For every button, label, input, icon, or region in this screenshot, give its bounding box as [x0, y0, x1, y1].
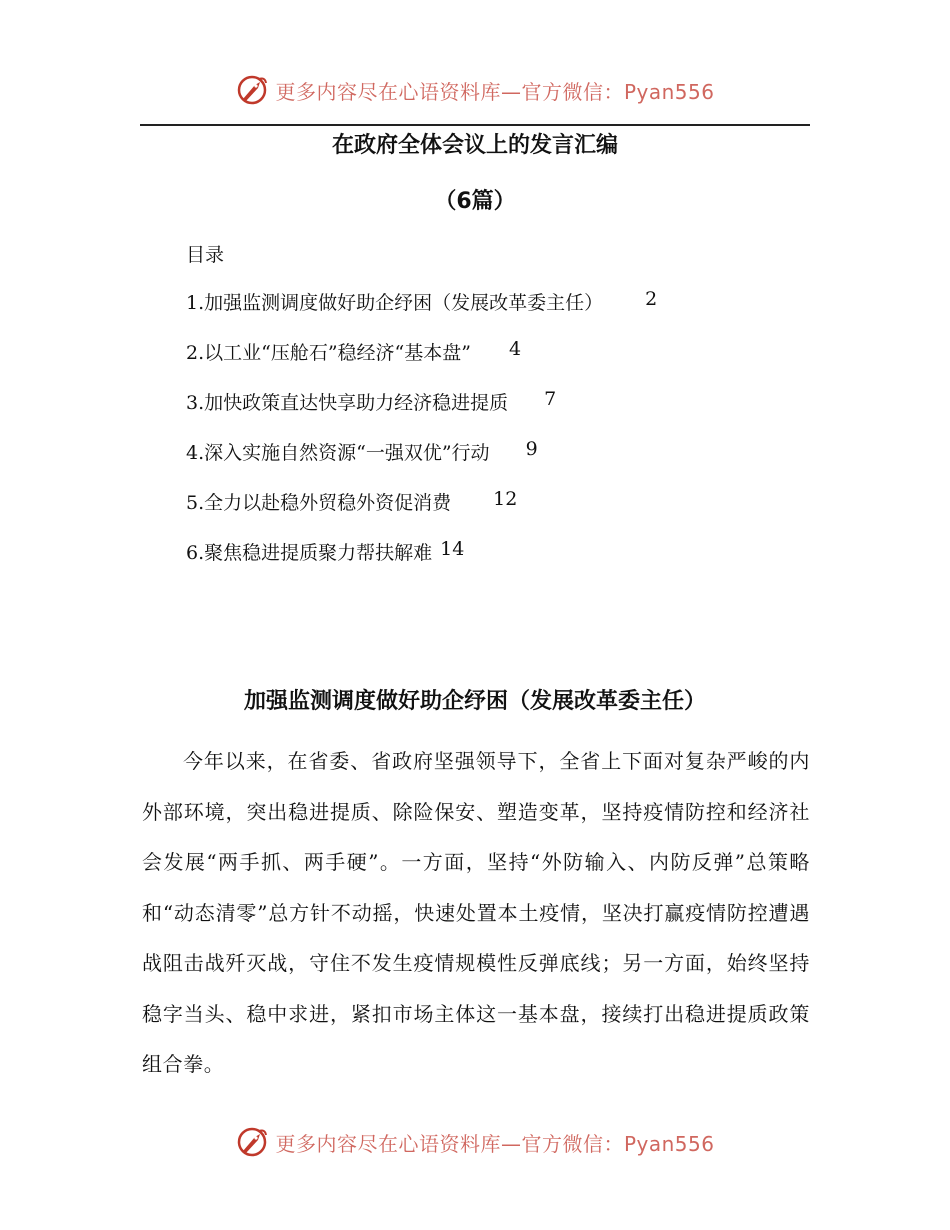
table-of-contents: [186, 288, 657, 588]
toc-item-label: 3.加快政策直达快享助力经济稳进提质: [186, 392, 509, 414]
toc-item-label: 6.聚焦稳进提质聚力帮扶解难: [186, 542, 433, 564]
document-title: 在政府全体会议上的发言汇编: [331, 133, 618, 158]
toc-item-label: 1.加强监测调度做好助企纾困（发展改革委主任）: [186, 292, 604, 314]
toc-item[interactable]: [186, 338, 657, 388]
pen-nib-logo-icon: [235, 73, 269, 107]
footer-banner: [0, 1122, 950, 1162]
toc-item-page: 14: [440, 538, 465, 560]
header-banner: [0, 70, 950, 110]
body-paragraph: 今年以来，在省委、省政府坚强领导下，全省上下面对复杂严峻的内外部环境，突出稳进提质、除险保安、塑造变革，坚持疫情防控和经济社会发展“两手抓、两手硬”。一方面，坚持“外防输入、内防反弹”总策略和“动态清零”总方针不动摇，快速处置本土疫情，坚决打赢疫情防控遭遇战阻击战歼灭战，守住不发生疫情规模性反弹底线；另一方面，始终坚持稳字当头、稳中求进，紧扣市场主体这一基本盘，接续打出稳进提质政策组合拳。: [142, 749, 810, 1076]
toc-heading: 目录: [186, 244, 225, 266]
footer-banner-text: 更多内容尽在心语资料库—官方微信：Pyan556: [275, 1131, 715, 1156]
toc-item-page: 7: [544, 388, 557, 410]
toc-item-page: 2: [645, 288, 658, 310]
toc-item[interactable]: [186, 538, 657, 588]
toc-item[interactable]: [186, 488, 657, 538]
header-banner-text: 更多内容尽在心语资料库—官方微信：Pyan556: [275, 79, 715, 104]
toc-item-page: 12: [493, 488, 518, 510]
toc-item-page: 9: [525, 438, 538, 460]
section-title: 加强监测调度做好助企纾困（发展改革委主任）: [243, 689, 706, 714]
toc-item-label: 4.深入实施自然资源“一强双优”行动: [186, 442, 490, 464]
toc-item-page: 4: [508, 338, 522, 360]
header-divider: [140, 124, 810, 126]
toc-item[interactable]: [186, 288, 657, 338]
toc-item[interactable]: [186, 438, 657, 488]
toc-item-label: 2.以工业“压舱石”稳经济“基本盘”: [186, 342, 471, 364]
document-subtitle: （6篇）: [434, 189, 516, 214]
toc-item[interactable]: [186, 388, 657, 438]
pen-nib-logo-icon: [235, 1125, 269, 1159]
toc-item-label: 5.全力以赴稳外贸稳外资促消费: [186, 492, 452, 514]
